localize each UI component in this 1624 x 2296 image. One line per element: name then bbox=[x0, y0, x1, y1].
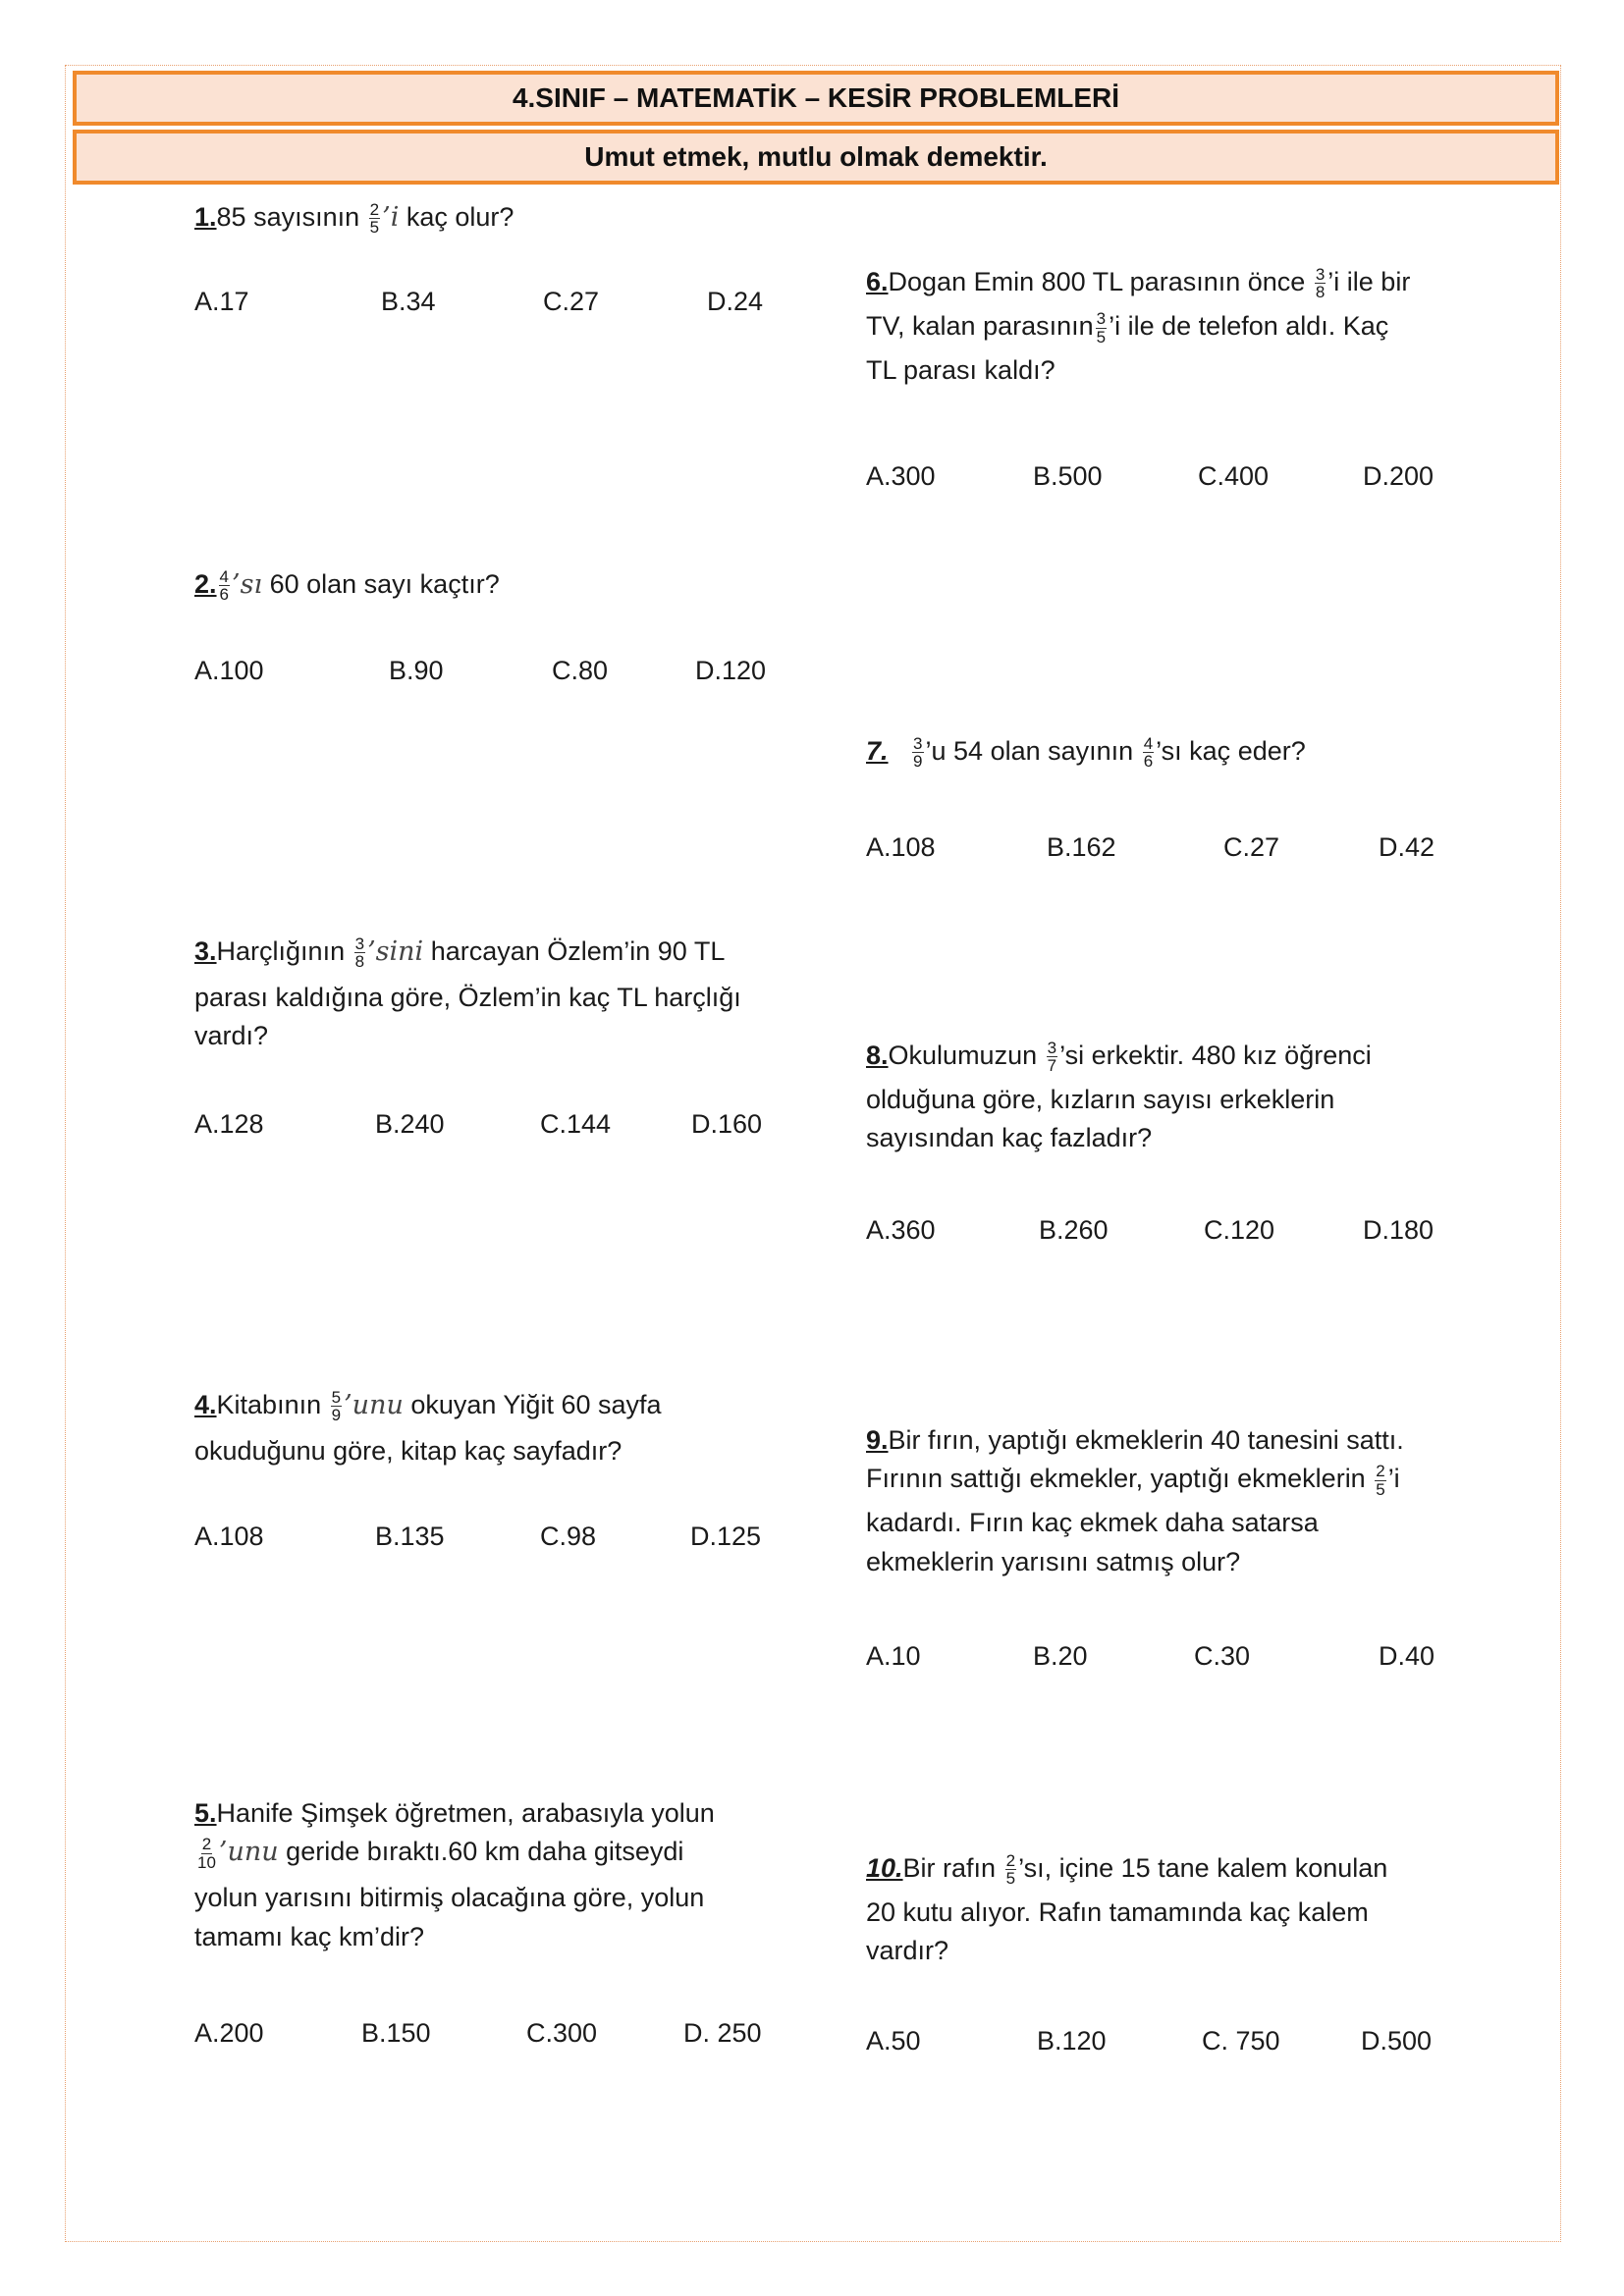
worksheet-title: 4.SINIF – MATEMATİK – KESİR PROBLEMLERİ bbox=[73, 71, 1559, 126]
option-a[interactable]: A.300 bbox=[866, 461, 936, 491]
fraction: $\frac{3}{5}$ bbox=[1096, 308, 1107, 347]
option-d[interactable]: D.42 bbox=[1379, 832, 1435, 862]
option-a[interactable]: A.360 bbox=[866, 1215, 936, 1245]
question-number: 6. bbox=[866, 267, 889, 296]
option-a[interactable]: A.100 bbox=[194, 656, 264, 685]
option-d[interactable]: D.40 bbox=[1379, 1641, 1435, 1671]
option-b[interactable]: B.260 bbox=[1039, 1215, 1109, 1245]
option-c[interactable]: C.80 bbox=[552, 656, 609, 685]
option-d[interactable]: D.500 bbox=[1361, 2026, 1433, 2056]
option-b[interactable]: B.120 bbox=[1037, 2026, 1107, 2056]
option-c[interactable]: C.400 bbox=[1198, 461, 1270, 491]
option-a[interactable]: A.50 bbox=[866, 2026, 921, 2056]
fraction: $\frac{4}{6}$ bbox=[219, 566, 229, 605]
option-a[interactable]: A.10 bbox=[866, 1641, 921, 1671]
question-2: 2. $\frac{4}{6}$ ’sı 60 olan sayı kaçtır? bbox=[194, 566, 500, 605]
option-a[interactable]: A.128 bbox=[194, 1109, 264, 1139]
option-b[interactable]: B.34 bbox=[381, 287, 436, 316]
motto: Umut etmek, mutlu olmak demektir. bbox=[73, 130, 1559, 185]
question-10: 10.Bir rafın $\frac{2}{5}$ ’sı, içine 15 tane kalem konulan 20 kutu alıyor. Rafın tamamında kaç kalem vardır? bbox=[866, 1850, 1388, 1966]
fraction: $\frac{3}{7}$ bbox=[1047, 1038, 1057, 1076]
fraction: $\frac{3}{8}$ bbox=[354, 934, 365, 972]
question-number: 2. bbox=[194, 569, 217, 599]
option-c[interactable]: C.30 bbox=[1194, 1641, 1251, 1671]
option-b[interactable]: B.90 bbox=[389, 656, 444, 685]
option-a[interactable]: A.108 bbox=[194, 1522, 264, 1551]
fraction: $\frac{4}{6}$ bbox=[1143, 733, 1154, 772]
fraction: $\frac{2}{10}$ bbox=[197, 1834, 216, 1872]
question-9: 9.Bir fırın, yaptığı ekmeklerin 40 tanesini sattı. Fırının sattığı ekmekler, yaptığı ekmeklerin $\frac{2}{5}$ ’i kadardı. Fırın kaç ekmek daha satarsa ekmeklerin yarısını satmış olur? bbox=[866, 1425, 1404, 1576]
option-d[interactable]: D.24 bbox=[707, 287, 764, 316]
question-5: 5.Hanife Şimşek öğretmen, arabasıyla yolun $\frac{2}{10}$ ’unu geride bıraktı.60 km daha gitseydi yolun yarısını bitirmiş olacağına göre, yolun tamamı kaç km’dir? bbox=[194, 1798, 715, 1951]
option-c[interactable]: C.98 bbox=[540, 1522, 597, 1551]
question-number: 9. bbox=[866, 1425, 889, 1455]
option-d[interactable]: D.180 bbox=[1363, 1215, 1435, 1245]
question-8: 8.Okulumuzun $\frac{3}{7}$ ’si erkektir. 480 kız öğrenci olduğuna göre, kızların sayısı erkeklerin sayısından kaç fazladır? bbox=[866, 1038, 1372, 1153]
question-number: 7. bbox=[866, 736, 889, 766]
option-d[interactable]: D.160 bbox=[691, 1109, 763, 1139]
option-d[interactable]: D.125 bbox=[690, 1522, 762, 1551]
option-c[interactable]: C.120 bbox=[1204, 1215, 1275, 1245]
option-b[interactable]: B.500 bbox=[1033, 461, 1103, 491]
question-number: 8. bbox=[866, 1041, 889, 1070]
option-a[interactable]: A.200 bbox=[194, 2018, 264, 2048]
option-c[interactable]: C.27 bbox=[1223, 832, 1280, 862]
question-number: 4. bbox=[194, 1390, 217, 1419]
option-b[interactable]: B.150 bbox=[361, 2018, 431, 2048]
fraction: $\frac{3}{9}$ bbox=[913, 733, 923, 772]
question-3: 3.Harçlığının $\frac{3}{8}$ ’sini harcayan Özlem’in 90 TL parası kaldığına göre, Özlem’in kaç TL harçlığı vardı? bbox=[194, 934, 741, 1051]
option-a[interactable]: A.17 bbox=[194, 287, 249, 316]
fraction: $\frac{2}{5}$ bbox=[1376, 1461, 1385, 1499]
fraction: $\frac{2}{5}$ bbox=[1005, 1850, 1016, 1889]
option-b[interactable]: B.135 bbox=[375, 1522, 445, 1551]
option-a[interactable]: A.108 bbox=[866, 832, 936, 862]
option-c[interactable]: C.144 bbox=[540, 1109, 612, 1139]
option-c[interactable]: C. 750 bbox=[1202, 2026, 1280, 2056]
fraction: $\frac{2}{5}$ bbox=[369, 199, 380, 238]
option-d[interactable]: D.120 bbox=[695, 656, 767, 685]
fraction: $\frac{5}{9}$ bbox=[331, 1387, 342, 1425]
option-b[interactable]: B.20 bbox=[1033, 1641, 1088, 1671]
question-number: 1. bbox=[194, 202, 217, 232]
option-d[interactable]: D. 250 bbox=[683, 2018, 762, 2048]
option-b[interactable]: B.162 bbox=[1047, 832, 1116, 862]
question-6: 6.Dogan Emin 800 TL parasının önce $\frac{3}{8}$ ’i ile bir TV, kalan parasının $\frac{3}{5}$ ’i ile de telefon aldı. Kaç TL parası kaldı? bbox=[866, 264, 1411, 386]
option-d[interactable]: D.200 bbox=[1363, 461, 1435, 491]
option-b[interactable]: B.240 bbox=[375, 1109, 445, 1139]
option-c[interactable]: C.27 bbox=[543, 287, 600, 316]
option-c[interactable]: C.300 bbox=[526, 2018, 598, 2048]
fraction: $\frac{3}{8}$ bbox=[1315, 264, 1326, 302]
question-number: 5. bbox=[194, 1798, 217, 1828]
question-1: 1.85 sayısının $\frac{2}{5}$ ’i kaç olur? bbox=[194, 199, 514, 238]
question-number: 10. bbox=[866, 1853, 903, 1883]
question-7: 7. $\frac{3}{9}$ ’u 54 olan sayının $\frac{4}{6}$ ’sı kaç eder? bbox=[866, 733, 1306, 772]
question-number: 3. bbox=[194, 936, 217, 966]
question-4: 4.Kitabının $\frac{5}{9}$ ’unu okuyan Yiğit 60 sayfa okuduğunu göre, kitap kaç sayfadır? bbox=[194, 1387, 662, 1467]
